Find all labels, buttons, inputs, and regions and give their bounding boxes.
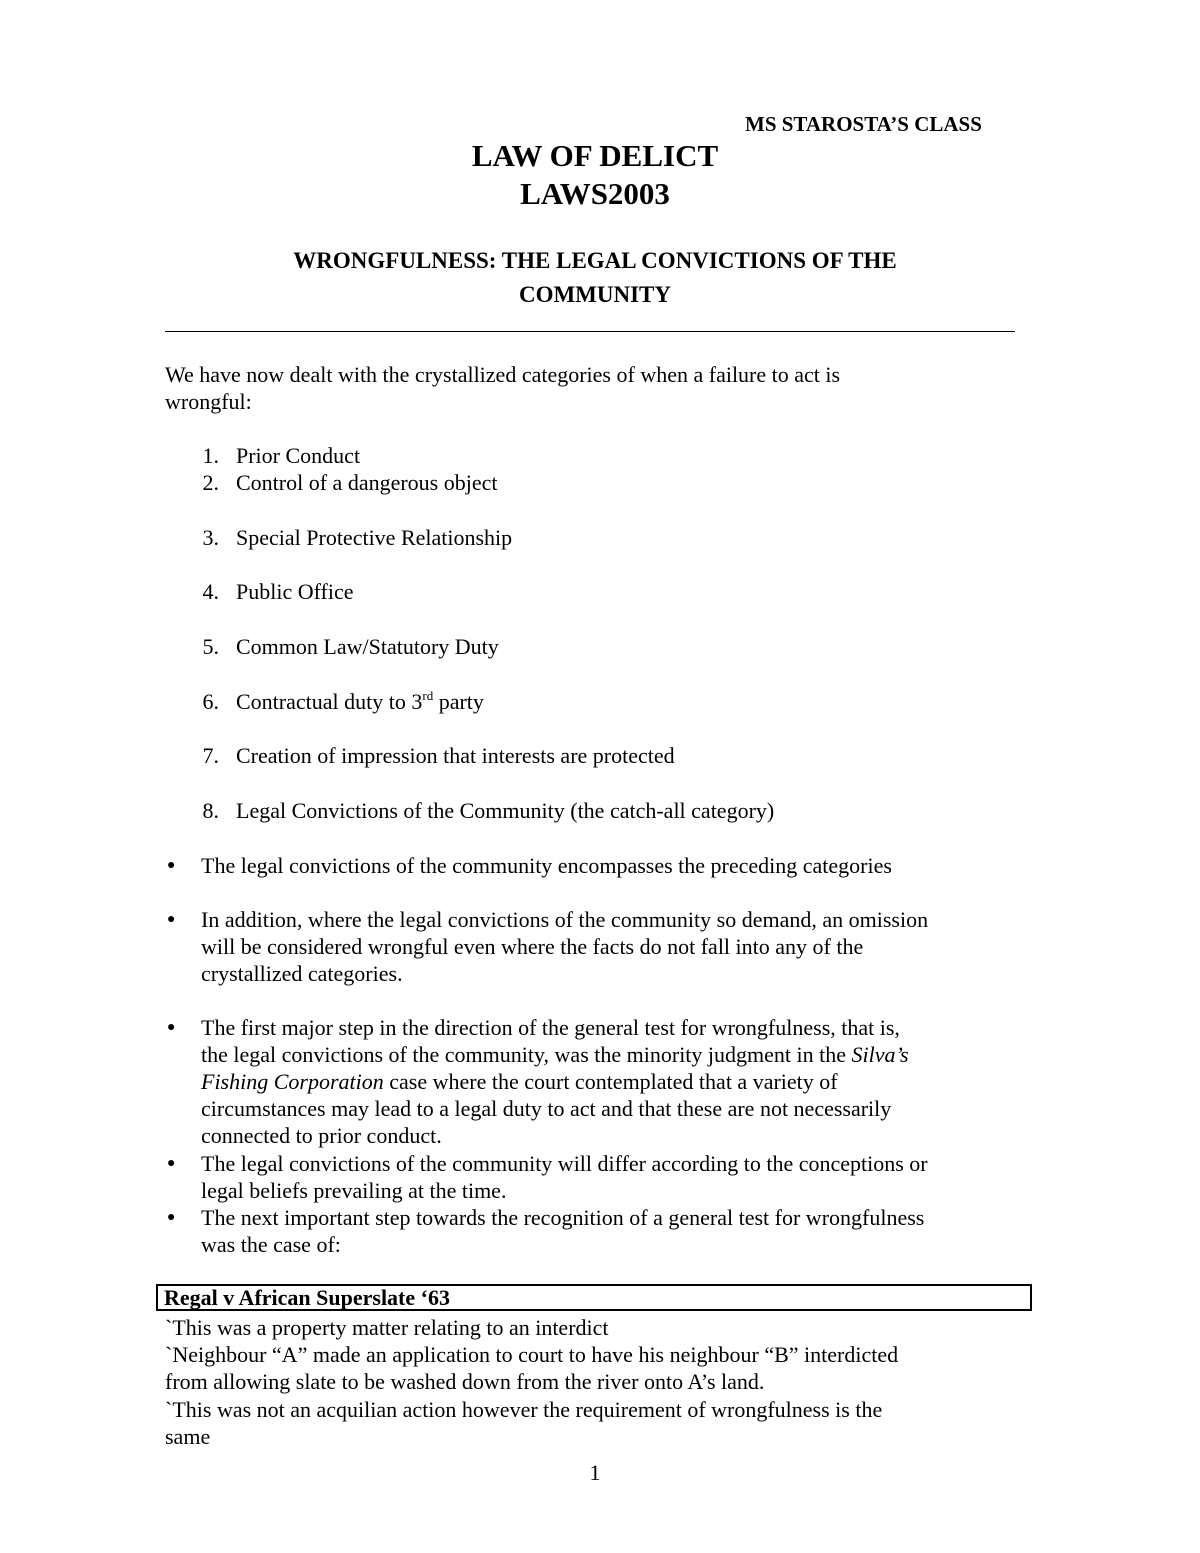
list-item: Legal Convictions of the Community (the catch-all category) <box>236 798 775 823</box>
bullet-icon: ● <box>167 1020 176 1035</box>
section-heading-line-1: WRONGFULNESS: THE LEGAL CONVICTIONS OF THE <box>293 248 897 273</box>
bullet-text: the legal convictions of the community, was the minority judgment in the Silva’s <box>201 1042 909 1067</box>
list-number: 7. <box>202 743 219 768</box>
case-name-italic: Fishing Corporation <box>201 1069 384 1094</box>
list-item: Control of a dangerous object <box>236 470 498 495</box>
case-note: from allowing slate to be washed down from the river onto A’s land. <box>165 1369 765 1394</box>
list-item: Prior Conduct <box>236 443 361 468</box>
case-note: `This was a property matter relating to an interdict <box>165 1315 609 1340</box>
list-number: 2. <box>202 470 219 495</box>
heading-divider <box>165 331 1015 332</box>
list-item: Public Office <box>236 579 354 604</box>
section-heading <box>180 244 1010 312</box>
bullet-text: was the case of: <box>201 1232 341 1257</box>
bullet-text: Fishing Corporation case where the court contemplated that a variety of <box>201 1069 838 1094</box>
list-item: Contractual duty to 3rd party <box>236 688 484 714</box>
course-title: LAW OF DELICT <box>471 138 719 173</box>
bullet-text: connected to prior conduct. <box>201 1123 442 1148</box>
bullet-text: circumstances may lead to a legal duty to act and that these are not necessarily <box>201 1096 892 1121</box>
bullet-icon: ● <box>167 1156 176 1171</box>
list-number: 3. <box>202 525 219 550</box>
intro-line-2: wrongful: <box>165 389 252 414</box>
page-number: 1 <box>589 1460 601 1485</box>
bullet-text: In addition, where the legal convictions of the community so demand, an omission <box>201 907 929 932</box>
list-item: Special Protective Relationship <box>236 525 513 550</box>
bullet-text: crystallized categories. <box>201 961 403 986</box>
list-item: Common Law/Statutory Duty <box>236 634 499 659</box>
case-note: `This was not an acquilian action however the requirement of wrongfulness is the <box>165 1397 883 1422</box>
bullet-text: legal beliefs prevailing at the time. <box>201 1178 507 1203</box>
bullet-text: will be considered wrongful even where the facts do not fall into any of the <box>201 934 864 959</box>
bullet-text: The first major step in the direction of the general test for wrongfulness, that is, <box>201 1015 900 1040</box>
case-title: Regal v African Superslate ‘63 <box>164 1285 450 1310</box>
bullet-text: The legal convictions of the community encompasses the preceding categories <box>201 853 892 878</box>
list-number: 4. <box>202 579 219 604</box>
section-heading-line-2: COMMUNITY <box>518 282 672 307</box>
list-number: 5. <box>202 634 219 659</box>
case-name-italic: Silva’s <box>851 1042 909 1067</box>
list-number: 6. <box>202 689 219 714</box>
bullet-text: The legal convictions of the community will differ according to the conceptions or <box>201 1151 928 1176</box>
bullet-icon: ● <box>167 912 176 927</box>
case-note: same <box>165 1424 211 1449</box>
bullet-text: The next important step towards the recognition of a general test for wrongfulness <box>201 1205 925 1230</box>
bullet-icon: ● <box>167 1210 176 1225</box>
list-item: Creation of impression that interests are protected <box>236 743 675 768</box>
case-note: `Neighbour “A” made an application to court to have his neighbour “B” interdicted <box>165 1342 899 1367</box>
bullet-icon: ● <box>167 858 176 873</box>
intro-line-1: We have now dealt with the crystallized categories of when a failure to act is <box>165 362 841 387</box>
list-number: 1. <box>202 443 219 468</box>
class-name: MS STAROSTA’S CLASS <box>745 112 982 136</box>
list-number: 8. <box>202 798 219 823</box>
course-code: LAWS2003 <box>520 176 670 211</box>
